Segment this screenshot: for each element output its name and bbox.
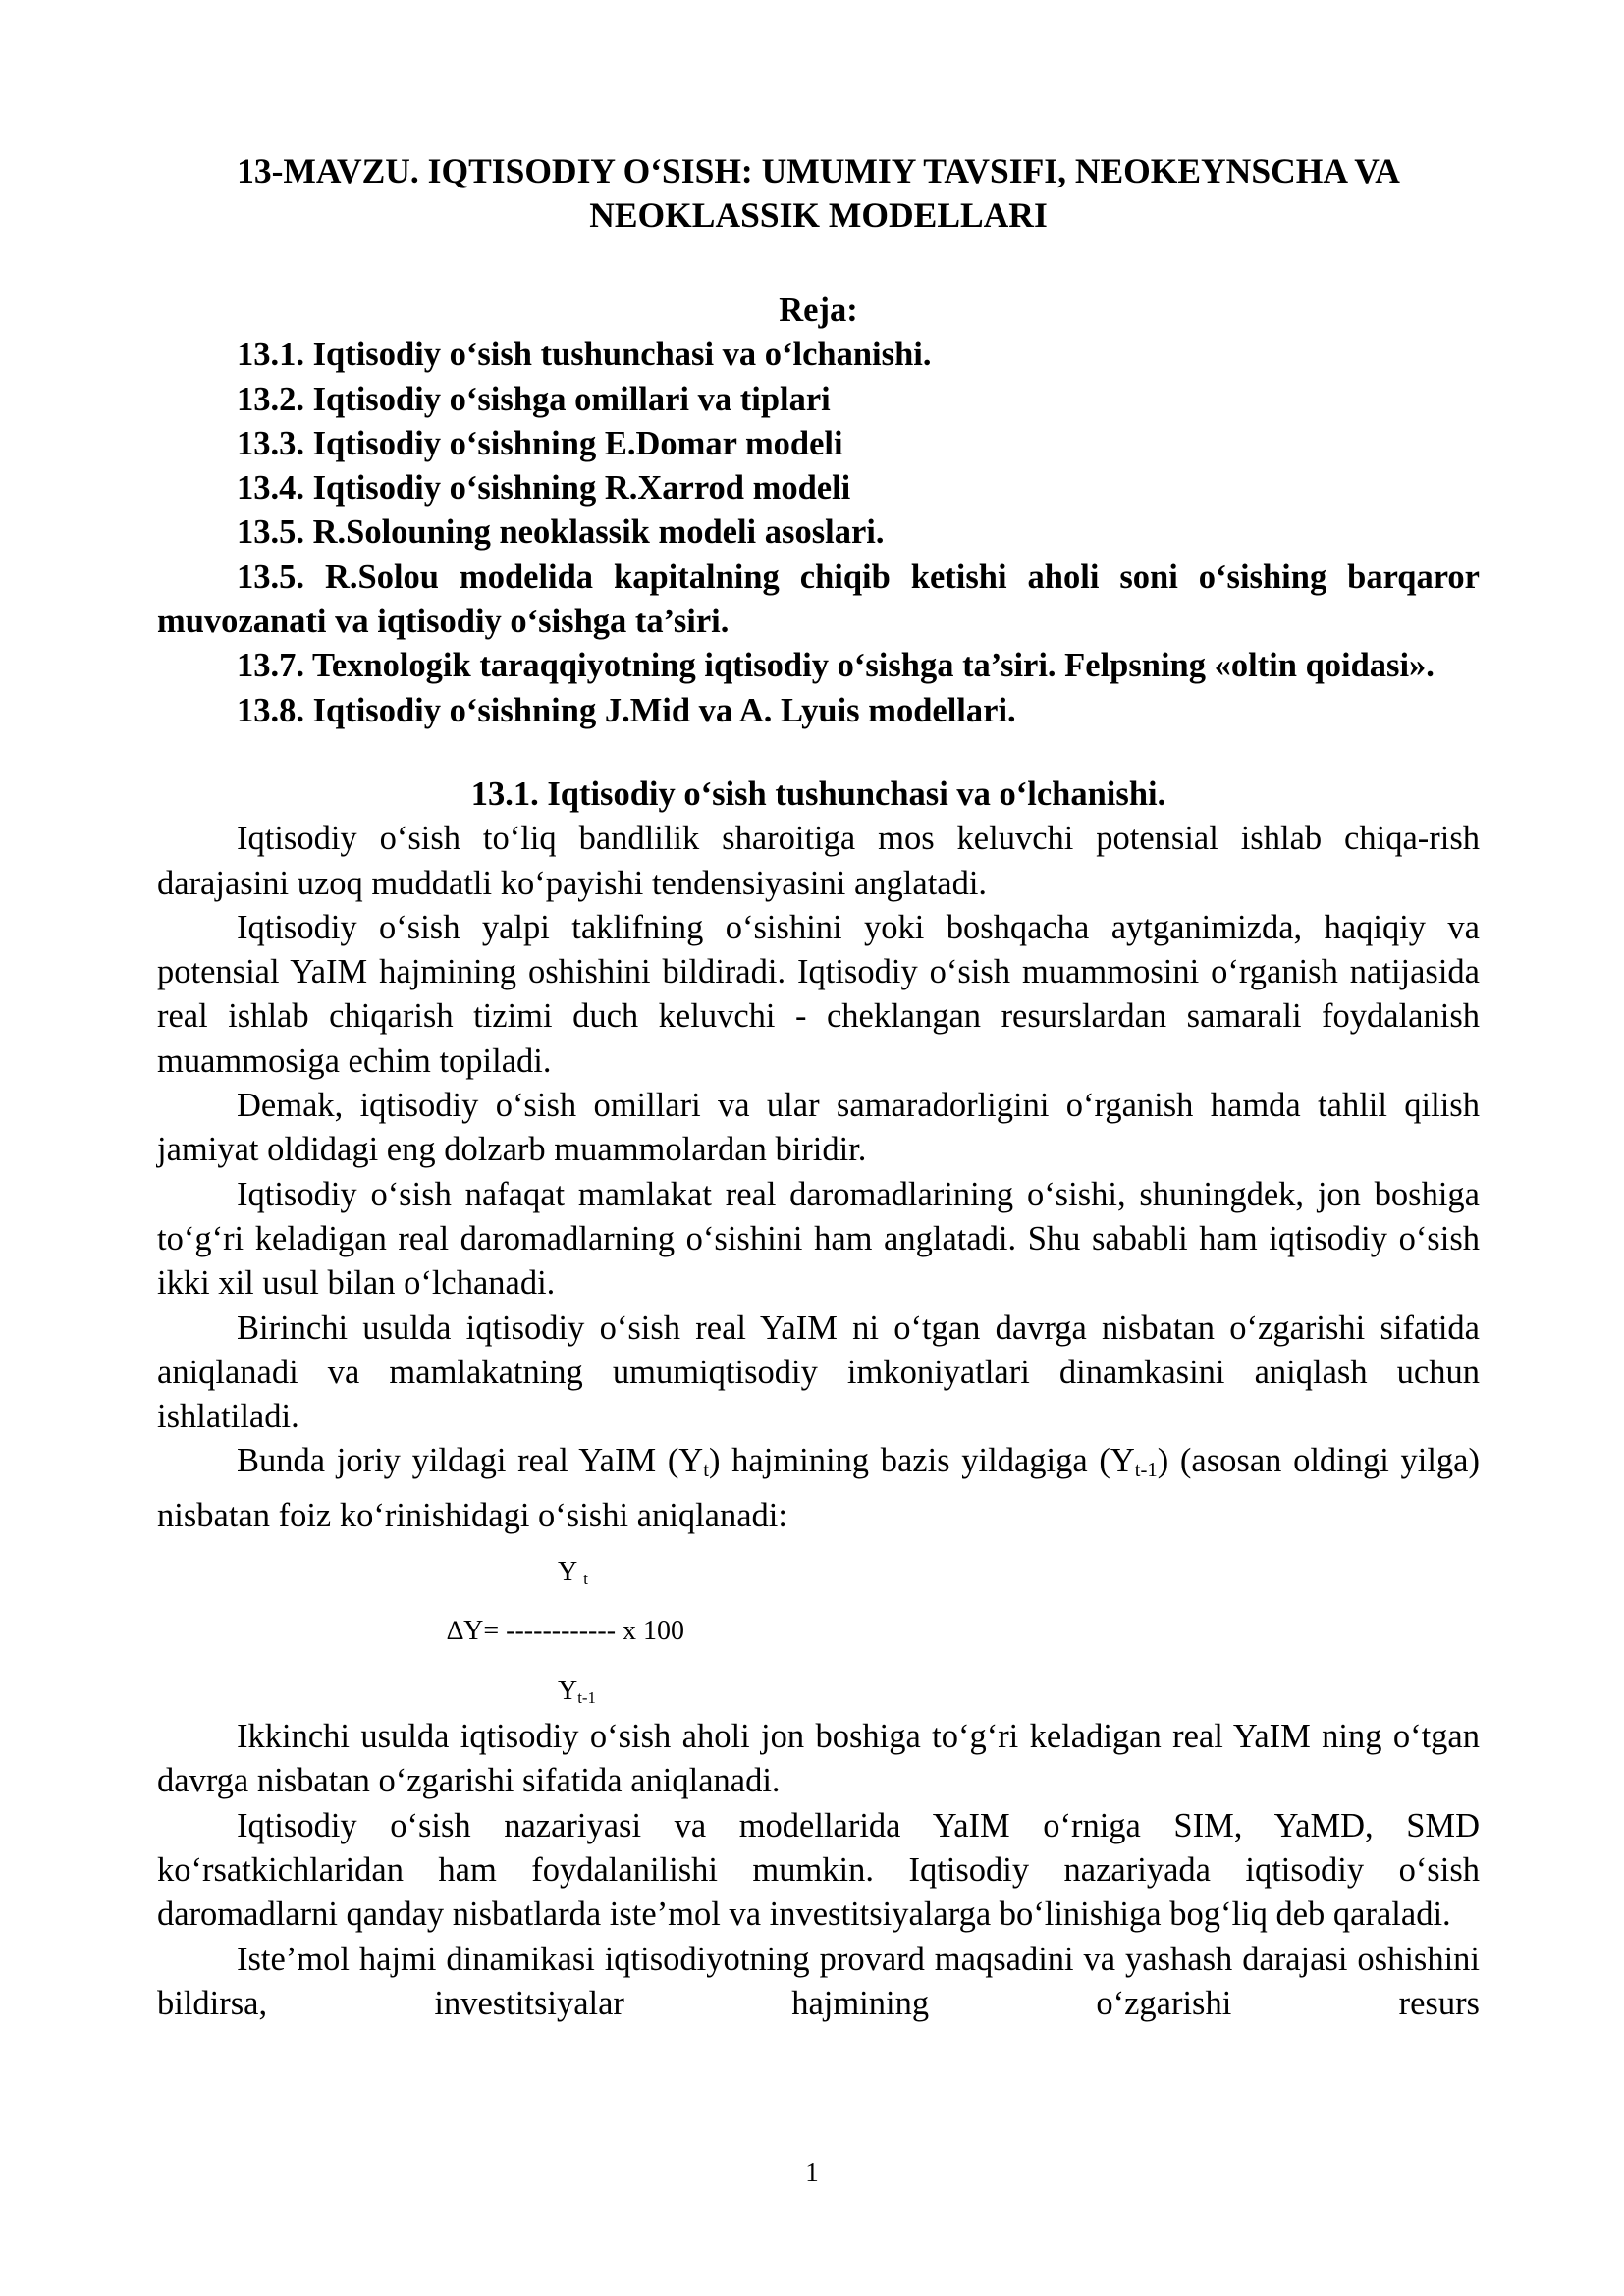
paragraph: Iqtisodiy o‘sish nafaqat mamlakat real daromadlarining o‘sishi, shuningdek, jon boshiga to‘g‘ri keladigan real daromadlarning o‘sishini ham anglatadi. Shu sababli ham iqtisodiy o‘sish ikki xil usul bilan o‘lchanadi.: [157, 1175, 1480, 1303]
paragraph: Iqtisodiy o‘sish to‘liq bandlilik sharoitiga mos keluvchi potensial ishlab chiqa-rish darajasini uzoq muddatli ko‘payishi tendensiyasini anglatadi.: [157, 820, 1480, 902]
page-title: 13-MAVZU. IQTISODIY O‘SISH: UMUMIY TAVSIFI, NEOKEYNSCHA VA NEOKLASSIK MODELLARI: [237, 151, 1400, 235]
plan-heading: Reja:: [779, 292, 858, 329]
formula-lhs: ∆Y= ------------ x 100: [447, 1616, 685, 1647]
paragraph-bunda: [157, 1439, 1480, 1538]
plan-item: 13.8. Iqtisodiy o‘sishning J.Mid va A. Lyuis modellari.: [237, 691, 1016, 729]
paragraph: Ikkinchi usulda iqtisodiy o‘sish aholi jon boshiga to‘g‘ri keladigan real YaIM ning o‘tgan davrga nisbatan o‘zgarishi sifatida aniqlanadi.: [157, 1718, 1480, 1800]
text-run: Bunda joriy yildagi real YaIM (Y: [237, 1442, 704, 1480]
page-content: [157, 149, 1480, 2026]
body-text-continued: [157, 1715, 1480, 2026]
text-run: ) (asosan oldingi yilga) nisbatan foiz ko‘rinishidagi o‘sishi aniqlanadi:: [157, 1442, 1480, 1534]
plan-item: 13.5. R.Solouning neoklassik modeli asoslari.: [237, 513, 885, 552]
paragraph: Iqtisodiy o‘sish nazariyasi va modellarida YaIM o‘rniga SIM, YaMD, SMD ko‘rsatkichlaridan ham foydalanilishi mumkin. Iqtisodiy nazariyada iqtisodiy o‘sish daromadlarni qanday nisbatlarda iste’mol va investitsiyalarga bo‘linishiga bog‘liq deb qaraladi.: [157, 1806, 1480, 1934]
growth-formula: [157, 1538, 1480, 1715]
plan-item: 13.5. R.Solou modelida kapitalning chiqib ketishi aholi soni o‘sishing barqaror muvozanati va iqtisodiy o‘sishga ta’siri.: [157, 558, 1480, 641]
paragraph: Iste’mol hajmi dinamikasi iqtisodiyotning provard maqsadini va yashash darajasi oshishini bildirsa, investitsiyalar hajmining o‘zgarishi resurs: [157, 1940, 1480, 2022]
body-text: [157, 817, 1480, 1538]
plan-list: [157, 333, 1480, 733]
text-run: ) hajmining bazis yildagiga (Y: [708, 1442, 1135, 1480]
page-number: 1: [805, 2158, 819, 2187]
plan-item: 13.3. Iqtisodiy o‘sishning E.Domar modeli: [237, 424, 843, 462]
plan-item: 13.4. Iqtisodiy o‘sishning R.Xarrod modeli: [237, 469, 851, 507]
plan-item: 13.2. Iqtisodiy o‘sishga omillari va tiplari: [237, 380, 831, 418]
section-heading: 13.1. Iqtisodiy o‘sish tushunchasi va o‘lchanishi.: [470, 774, 1166, 813]
paragraph: Demak, iqtisodiy o‘sish omillari va ular samaradorligini o‘rganish hamda tahlil qilish jamiyat oldidagi eng dolzarb muammolardan biridir.: [157, 1087, 1480, 1169]
subscript: t-1: [1134, 1460, 1158, 1482]
formula-numerator: Y $_t$: [558, 1557, 588, 1589]
paragraph: Birinchi usulda iqtisodiy o‘sish real YaIM ni o‘tgan davrga nisbatan o‘zgarishi sifatida aniqlanadi va mamlakatning umumiqtisodiy imkoniyatlari dinamkasini aniqlash uchun ishlatiladi.: [157, 1308, 1480, 1436]
paragraph: Iqtisodiy o‘sish yalpi taklifning o‘sishini yoki boshqacha aytganimizda, haqiqiy va potensial YaIM hajmining oshishini bildiradi. Iqtisodiy o‘sish muammosini o‘rganish natijasida real ishlab chiqarish tizimi duch keluvchi - cheklangan resurslardan samarali foydalanish muammosiga echim topiladi.: [157, 908, 1480, 1080]
plan-item: 13.7. Texnologik taraqqiyotning iqtisodiy o‘sishga ta’siri. Felpsning «oltin qoidasi».: [237, 647, 1435, 685]
formula-denominator: $Y_{t-1}$: [558, 1676, 596, 1708]
subscript: t: [703, 1460, 709, 1482]
plan-item: 13.1. Iqtisodiy o‘sish tushunchasi va o‘lchanishi.: [237, 336, 932, 374]
